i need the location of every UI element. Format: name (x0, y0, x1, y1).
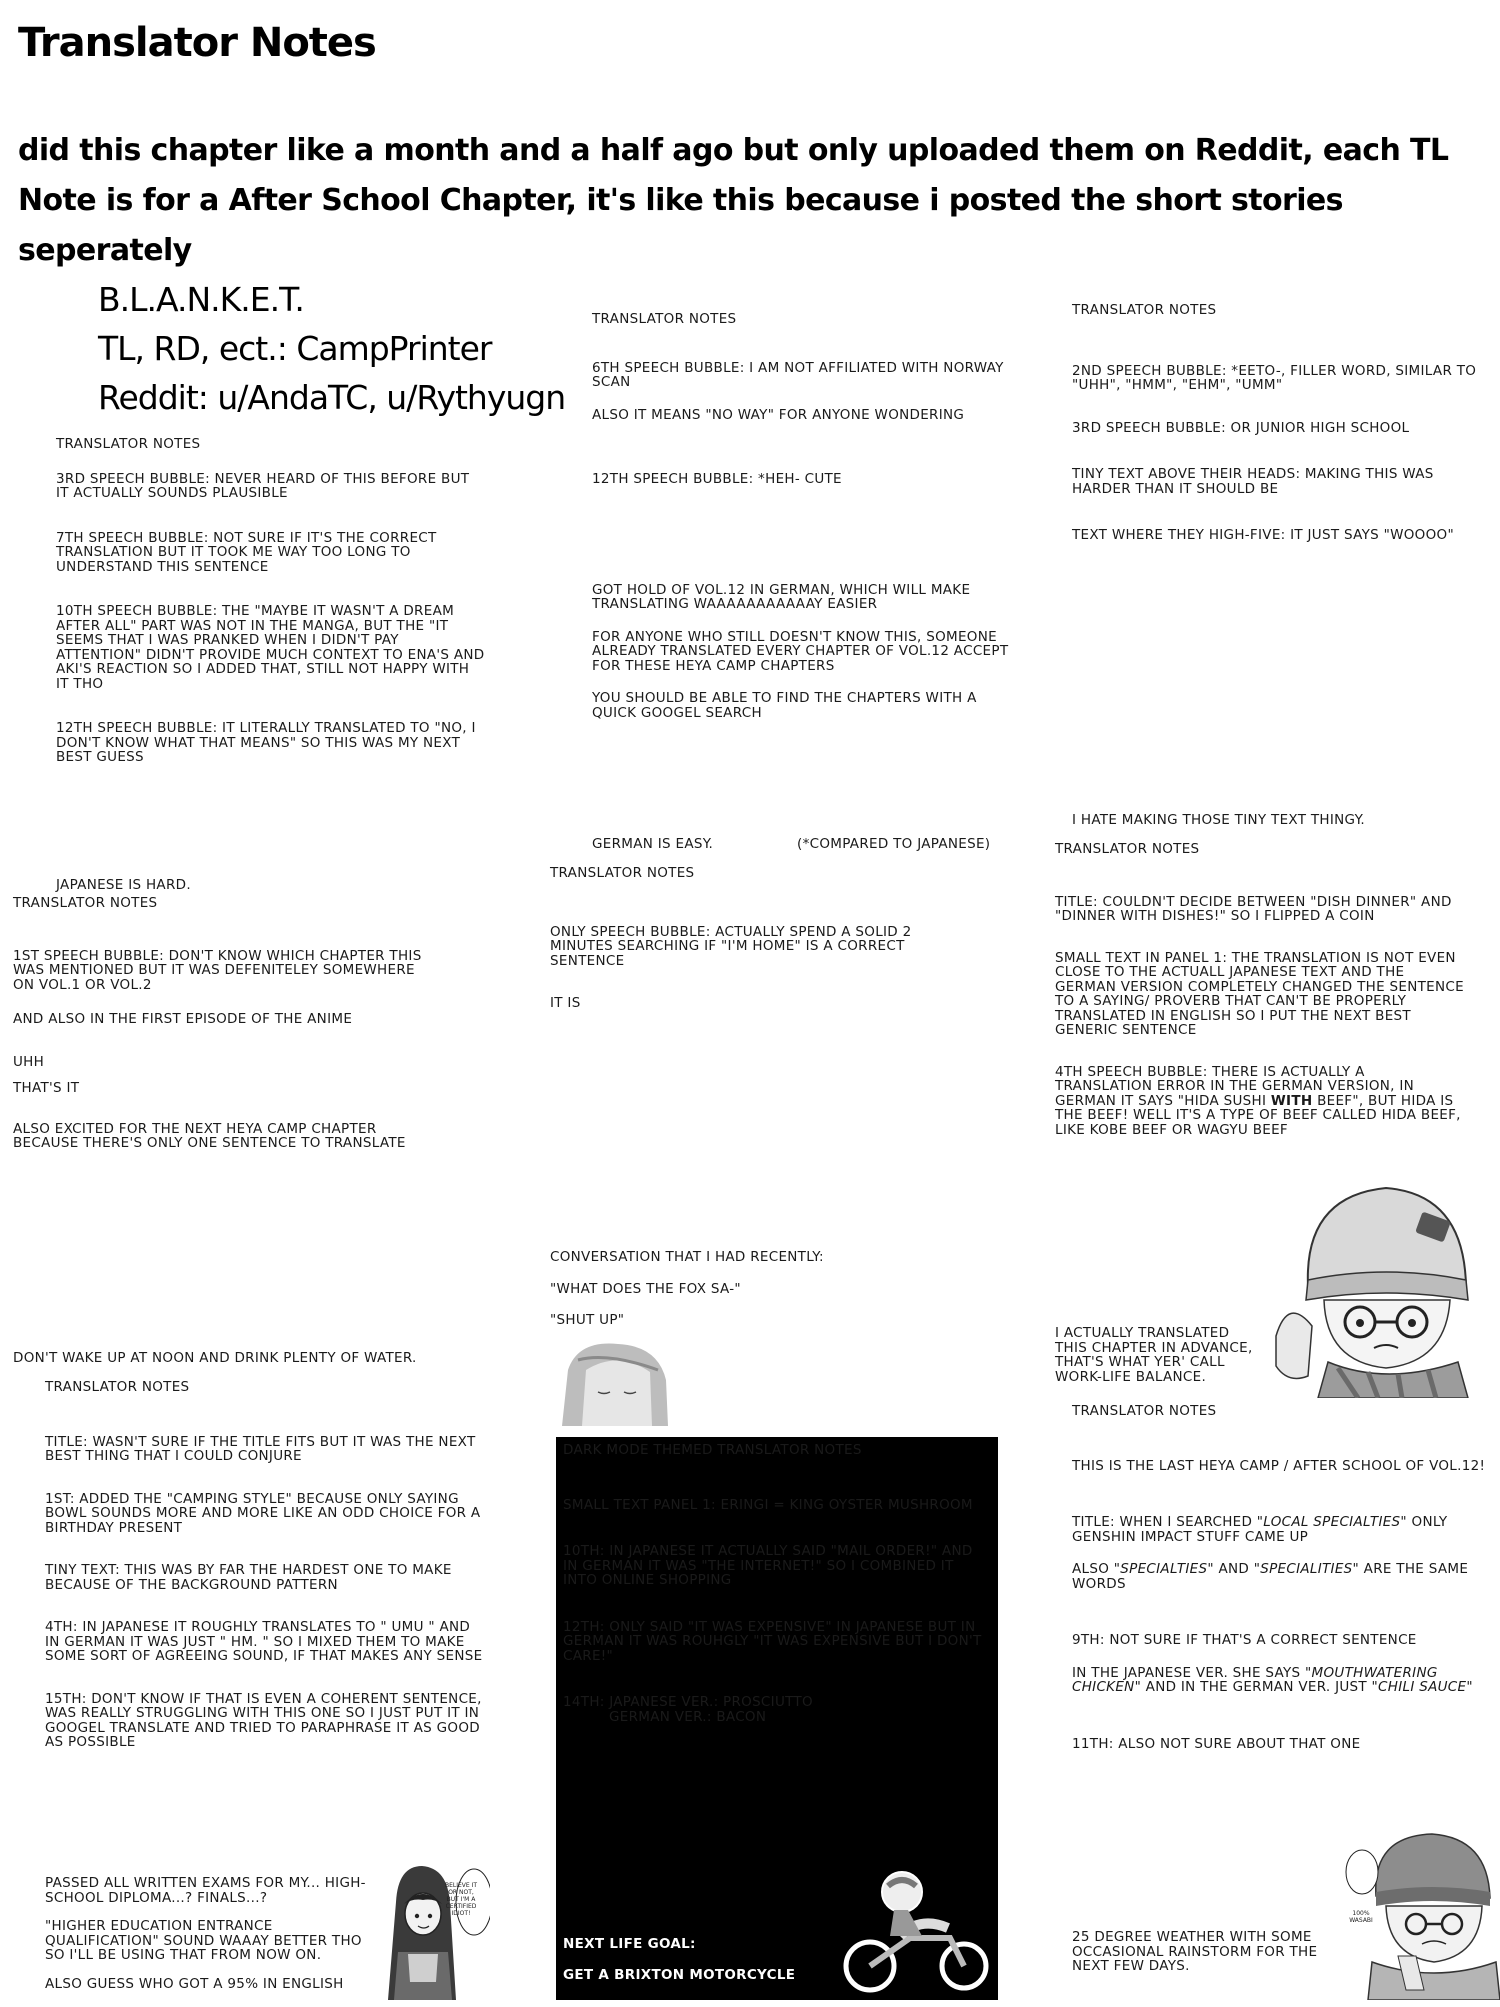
note-item: THAT'S IT (13, 1080, 80, 1096)
col1-note3-footer (45, 1876, 385, 2007)
note-item: ALSO IT MEANS "NO WAY" FOR ANYONE WONDERING (592, 406, 965, 423)
note-item: ONLY SPEECH BUBBLE: ACTUALLY SPEND A SOLID 2 MINUTES SEARCHING IF "I'M HOME" IS A CORRECT SENTENCE (550, 923, 912, 969)
col1-note2-footer: DON'T WAKE UP AT NOON AND DRINK PLENTY OF WATER. (13, 1350, 417, 1366)
note-item: 3RD SPEECH BUBBLE: NEVER HEARD OF THIS BEFORE BUT IT ACTUALLY SOUNDS PLAUSIBLE (56, 470, 470, 501)
note-item: 11TH: ALSO NOT SURE ABOUT THAT ONE (1072, 1735, 1361, 1752)
note-heading: TRANSLATOR NOTES (550, 865, 695, 881)
note-item: ALSO "SPECIALTIES" AND "SPECIALITIES" ARE THE SAME WORDS (1072, 1561, 1469, 1592)
note-heading: TRANSLATOR NOTES (56, 436, 201, 452)
beanie-girl-illustration (1268, 1176, 1500, 1398)
note-item: IT IS (550, 995, 581, 1011)
goal-label: NEXT LIFE GOAL: (563, 1936, 696, 1952)
note-item: TITLE: WASN'T SURE IF THE TITLE FITS BUT IT WAS THE NEXT BEST THING THAT I COULD CONJURE (45, 1433, 476, 1464)
col3-note3-footer: 25 DEGREE WEATHER WITH SOME OCCASIONAL RAINSTORM FOR THE NEXT FEW DAYS. (1072, 1929, 1318, 1974)
sleeping-girl-illustration (558, 1340, 676, 1426)
note-heading: DARK MODE THEMED TRANSLATOR NOTES (563, 1442, 862, 1458)
note-heading: TRANSLATOR NOTES (592, 311, 737, 327)
col3-note2-footer: I ACTUALLY TRANSLATED THIS CHAPTER IN ADVANCE, THAT'S WHAT YER' CALL WORK-LIFE BALANCE. (1055, 1325, 1253, 1385)
note-footer-line: PASSED ALL WRITTEN EXAMS FOR MY... HIGH-SCHOOL DIPLOMA...? FINALS...? (45, 1875, 366, 1906)
col1-note2 (13, 896, 433, 1167)
note-heading: TRANSLATOR NOTES (1072, 1403, 1217, 1419)
goal-text: GET A BRIXTON MOTORCYCLE (563, 1967, 796, 1983)
note-heading: TRANSLATOR NOTES (1055, 841, 1200, 857)
col3-note1 (1072, 303, 1492, 559)
note-item: 4TH: IN JAPANESE IT ROUGHLY TRANSLATES TO " UMU " AND IN GERMAN IT WAS JUST " HM. " SO I MIXED THEM TO MAKE SOME SORT OF AGREEING SOUND, IF THAT MAKES ANY SENSE (45, 1619, 483, 1664)
col2-dark-notes (563, 1443, 988, 1740)
col2-note2-footer (550, 1250, 970, 1344)
col1-note1-footer: JAPANESE IS HARD. (56, 877, 191, 893)
note-item: TINY TEXT: THIS WAS BY FAR THE HARDEST ONE TO MAKE BECAUSE OF THE BACKGROUND PATTERN (45, 1562, 452, 1593)
note-item: ALSO EXCITED FOR THE NEXT HEYA CAMP CHAPTER BECAUSE THERE'S ONLY ONE SENTENCE TO TRANSLATE (13, 1120, 406, 1151)
note-item: YOU SHOULD BE ABLE TO FIND THE CHAPTERS WITH A QUICK GOOGEL SEARCH (592, 690, 977, 721)
note-heading: TRANSLATOR NOTES (1072, 302, 1217, 318)
credits (98, 275, 565, 422)
col3-note2 (1055, 842, 1465, 1153)
note-item: 6TH SPEECH BUBBLE: I AM NOT AFFILIATED WITH NORWAY SCAN (592, 359, 1004, 390)
note-footer-line: CONVERSATION THAT I HAD RECENTLY: (550, 1249, 824, 1265)
note-heading: TRANSLATOR NOTES (45, 1379, 190, 1395)
col1-note3 (45, 1380, 485, 1766)
col2-note1 (592, 312, 1012, 736)
note-item: 10TH: IN JAPANESE IT ACTUALLY SAID "MAIL ORDER!" AND IN GERMAN IT WAS "THE INTERNET!" SO I COMBINED IT INTO ONLINE SHOPPING (563, 1543, 973, 1588)
bubble-text: BELIEVE IT OR NOT, BUT I'M A CERTIFIED IDIOT! (444, 1882, 478, 1917)
motorcycle-illustration (830, 1866, 998, 1996)
col3-note3 (1072, 1404, 1492, 1767)
note-item: 9TH: NOT SURE IF THAT'S A CORRECT SENTENCE (1072, 1632, 1417, 1648)
note-footer-line: "WHAT DOES THE FOX SA-" (550, 1280, 741, 1297)
note-item: 12TH: ONLY SAID "IT WAS EXPENSIVE" IN JAPANESE BUT IN GERMAN IT WAS ROUHGLY "IT WAS EXPENSIVE BUT I DON'T CARE!" (563, 1618, 982, 1664)
credits-name: B.L.A.N.K.E.T. (98, 280, 304, 319)
note-item: THIS IS THE LAST HEYA CAMP / AFTER SCHOOL OF VOL.12! (1072, 1457, 1486, 1474)
credits-reddit: Reddit: u/AndaTC, u/Rythyugn (98, 378, 566, 417)
note-heading: TRANSLATOR NOTES (13, 895, 158, 911)
col3-note1-footer: I HATE MAKING THOSE TINY TEXT THINGY. (1072, 812, 1366, 828)
note-item: TEXT WHERE THEY HIGH-FIVE: IT JUST SAYS "WOOOO" (1072, 527, 1454, 543)
col1-note1 (56, 437, 486, 781)
note-item: 3RD SPEECH BUBBLE: OR JUNIOR HIGH SCHOOL (1072, 419, 1410, 436)
col2-note1-footer: GERMAN IS EASY. (592, 836, 714, 852)
note-item: IN THE JAPANESE VER. SHE SAYS "MOUTHWATERING CHICKEN" AND IN THE GERMAN VER. JUST "CHILI SAUCE" (1072, 1664, 1473, 1695)
note-item: 10TH SPEECH BUBBLE: THE "MAYBE IT WASN'T A DREAM AFTER ALL" PART WAS NOT IN THE MANGA, BUT THE "IT SEEMS THAT I WAS PRANKED WHEN I DIDN'T PAY ATTENTION" DIDN'T PROVIDE MUCH CONTEXT TO ENA'S AND AKI'S REACTION SO I ADDED THAT, STILL NOT HAPPY WITH IT THO (56, 603, 485, 692)
note-item: GERMAN VER.: BACON (609, 1708, 767, 1725)
note-footer-line: "HIGHER EDUCATION ENTRANCE QUALIFICATION" SOUND WAAAY BETTER THO SO I'LL BE USING THAT FROM NOW ON. (45, 1918, 362, 1963)
note-item: AND ALSO IN THE FIRST EPISODE OF THE ANIME (13, 1011, 353, 1027)
note-item: 15TH: DON'T KNOW IF THAT IS EVEN A COHERENT SENTENCE, WAS REALLY STRUGGLING WITH THIS ONE SO I JUST PUT IT IN GOOGEL TRANSLATE AND TRIED TO PARAPHRASE IT AS GOOD AS POSSIBLE (45, 1690, 482, 1750)
note-item: GOT HOLD OF VOL.12 IN GERMAN, WHICH WILL MAKE TRANSLATING WAAAAAAAAAAAY EASIER (592, 581, 971, 612)
note-item: 1ST SPEECH BUBBLE: DON'T KNOW WHICH CHAPTER THIS WAS MENTIONED BUT IT WAS DEFENITELEY SOMEWHERE ON VOL.1 OR VOL.2 (13, 947, 422, 993)
note-item: TITLE: COULDN'T DECIDE BETWEEN "DISH DINNER" AND "DINNER WITH DISHES!" SO I FLIPPED A COIN (1055, 893, 1452, 924)
note-item: TINY TEXT ABOVE THEIR HEADS: MAKING THIS WAS HARDER THAN IT SHOULD BE (1072, 466, 1434, 497)
note-footer-line: ALSO GUESS WHO GOT A 95% IN ENGLISH (45, 1975, 344, 1992)
credits-tl: TL, RD, ect.: CampPrinter (98, 329, 492, 368)
note-item: SMALL TEXT PANEL 1: ERINGI = KING OYSTER MUSHROOM (563, 1496, 973, 1513)
intro-text: did this chapter like a month and a half ago but only uploaded them on Reddit, each TL Note is for a After School Chapter, it's like this because i posted the short stories seperately (18, 133, 1449, 268)
note-item: UHH (13, 1053, 45, 1070)
note-item: 14TH: JAPANESE VER.: PROSCIUTTO (563, 1694, 813, 1710)
note-item: 1ST: ADDED THE "CAMPING STYLE" BECAUSE ONLY SAYING BOWL SOUNDS MORE AND MORE LIKE AN ODD CHOICE FOR A BIRTHDAY PRESENT (45, 1490, 481, 1536)
note-item: 12TH SPEECH BUBBLE: *HEH- CUTE (592, 471, 842, 487)
note-item: TITLE: WHEN I SEARCHED "LOCAL SPECIALTIES" ONLY GENSHIN IMPACT STUFF CAME UP (1072, 1514, 1448, 1545)
note-item: SMALL TEXT IN PANEL 1: THE TRANSLATION IS NOT EVEN CLOSE TO THE ACTUALL JAPANESE TEXT AND THE GERMAN VERSION COMPLETELY CHANGED THE SENTENCE TO A SAYING/ PROVERB THAT CAN'T BE PROPERLY TRANSLATED IN ENGLISH SO I PUT THE NEXT BEST GENERIC SENTENCE (1055, 949, 1464, 1038)
note-item: 2ND SPEECH BUBBLE: *EETO-, FILLER WORD, SIMILAR TO "UHH", "HMM", "EHM", "UMM" (1072, 362, 1477, 393)
note-item: 12TH SPEECH BUBBLE: IT LITERALLY TRANSLATED TO "NO, I DON'T KNOW WHAT THAT MEANS" SO THIS WAS MY NEXT BEST GUESS (56, 720, 476, 765)
col2-note2 (550, 866, 970, 1027)
page-title: Translator Notes (18, 20, 376, 66)
col2-note1-footer-aside: (*COMPARED TO JAPANESE) (797, 836, 991, 852)
note-footer-line: "SHUT UP" (550, 1312, 625, 1328)
wasabi-bubble-text: 100% WASABI (1349, 1910, 1373, 1924)
note-item: 7TH SPEECH BUBBLE: NOT SURE IF IT'S THE CORRECT TRANSLATION BUT IT TOOK ME WAY TOO LONG TO UNDERSTAND THIS SENTENCE (56, 529, 437, 575)
note-item: 4TH SPEECH BUBBLE: THERE IS ACTUALLY A TRANSLATION ERROR IN THE GERMAN VERSION, IN GERMAN IT SAYS "HIDA SUSHI WITH BEEF", BUT HIDA IS THE BEEF! WELL IT'S A TYPE OF BEEF CALLED HIDA BEEF, LIKE KOBE BEEF OR WAGYU BEEF (1055, 1063, 1461, 1138)
note-item: FOR ANYONE WHO STILL DOESN'T KNOW THIS, SOMEONE ALREADY TRANSLATED EVERY CHAPTER OF VOL.12 ACCEPT FOR THESE HEYA CAMP CHAPTERS (592, 628, 1009, 674)
